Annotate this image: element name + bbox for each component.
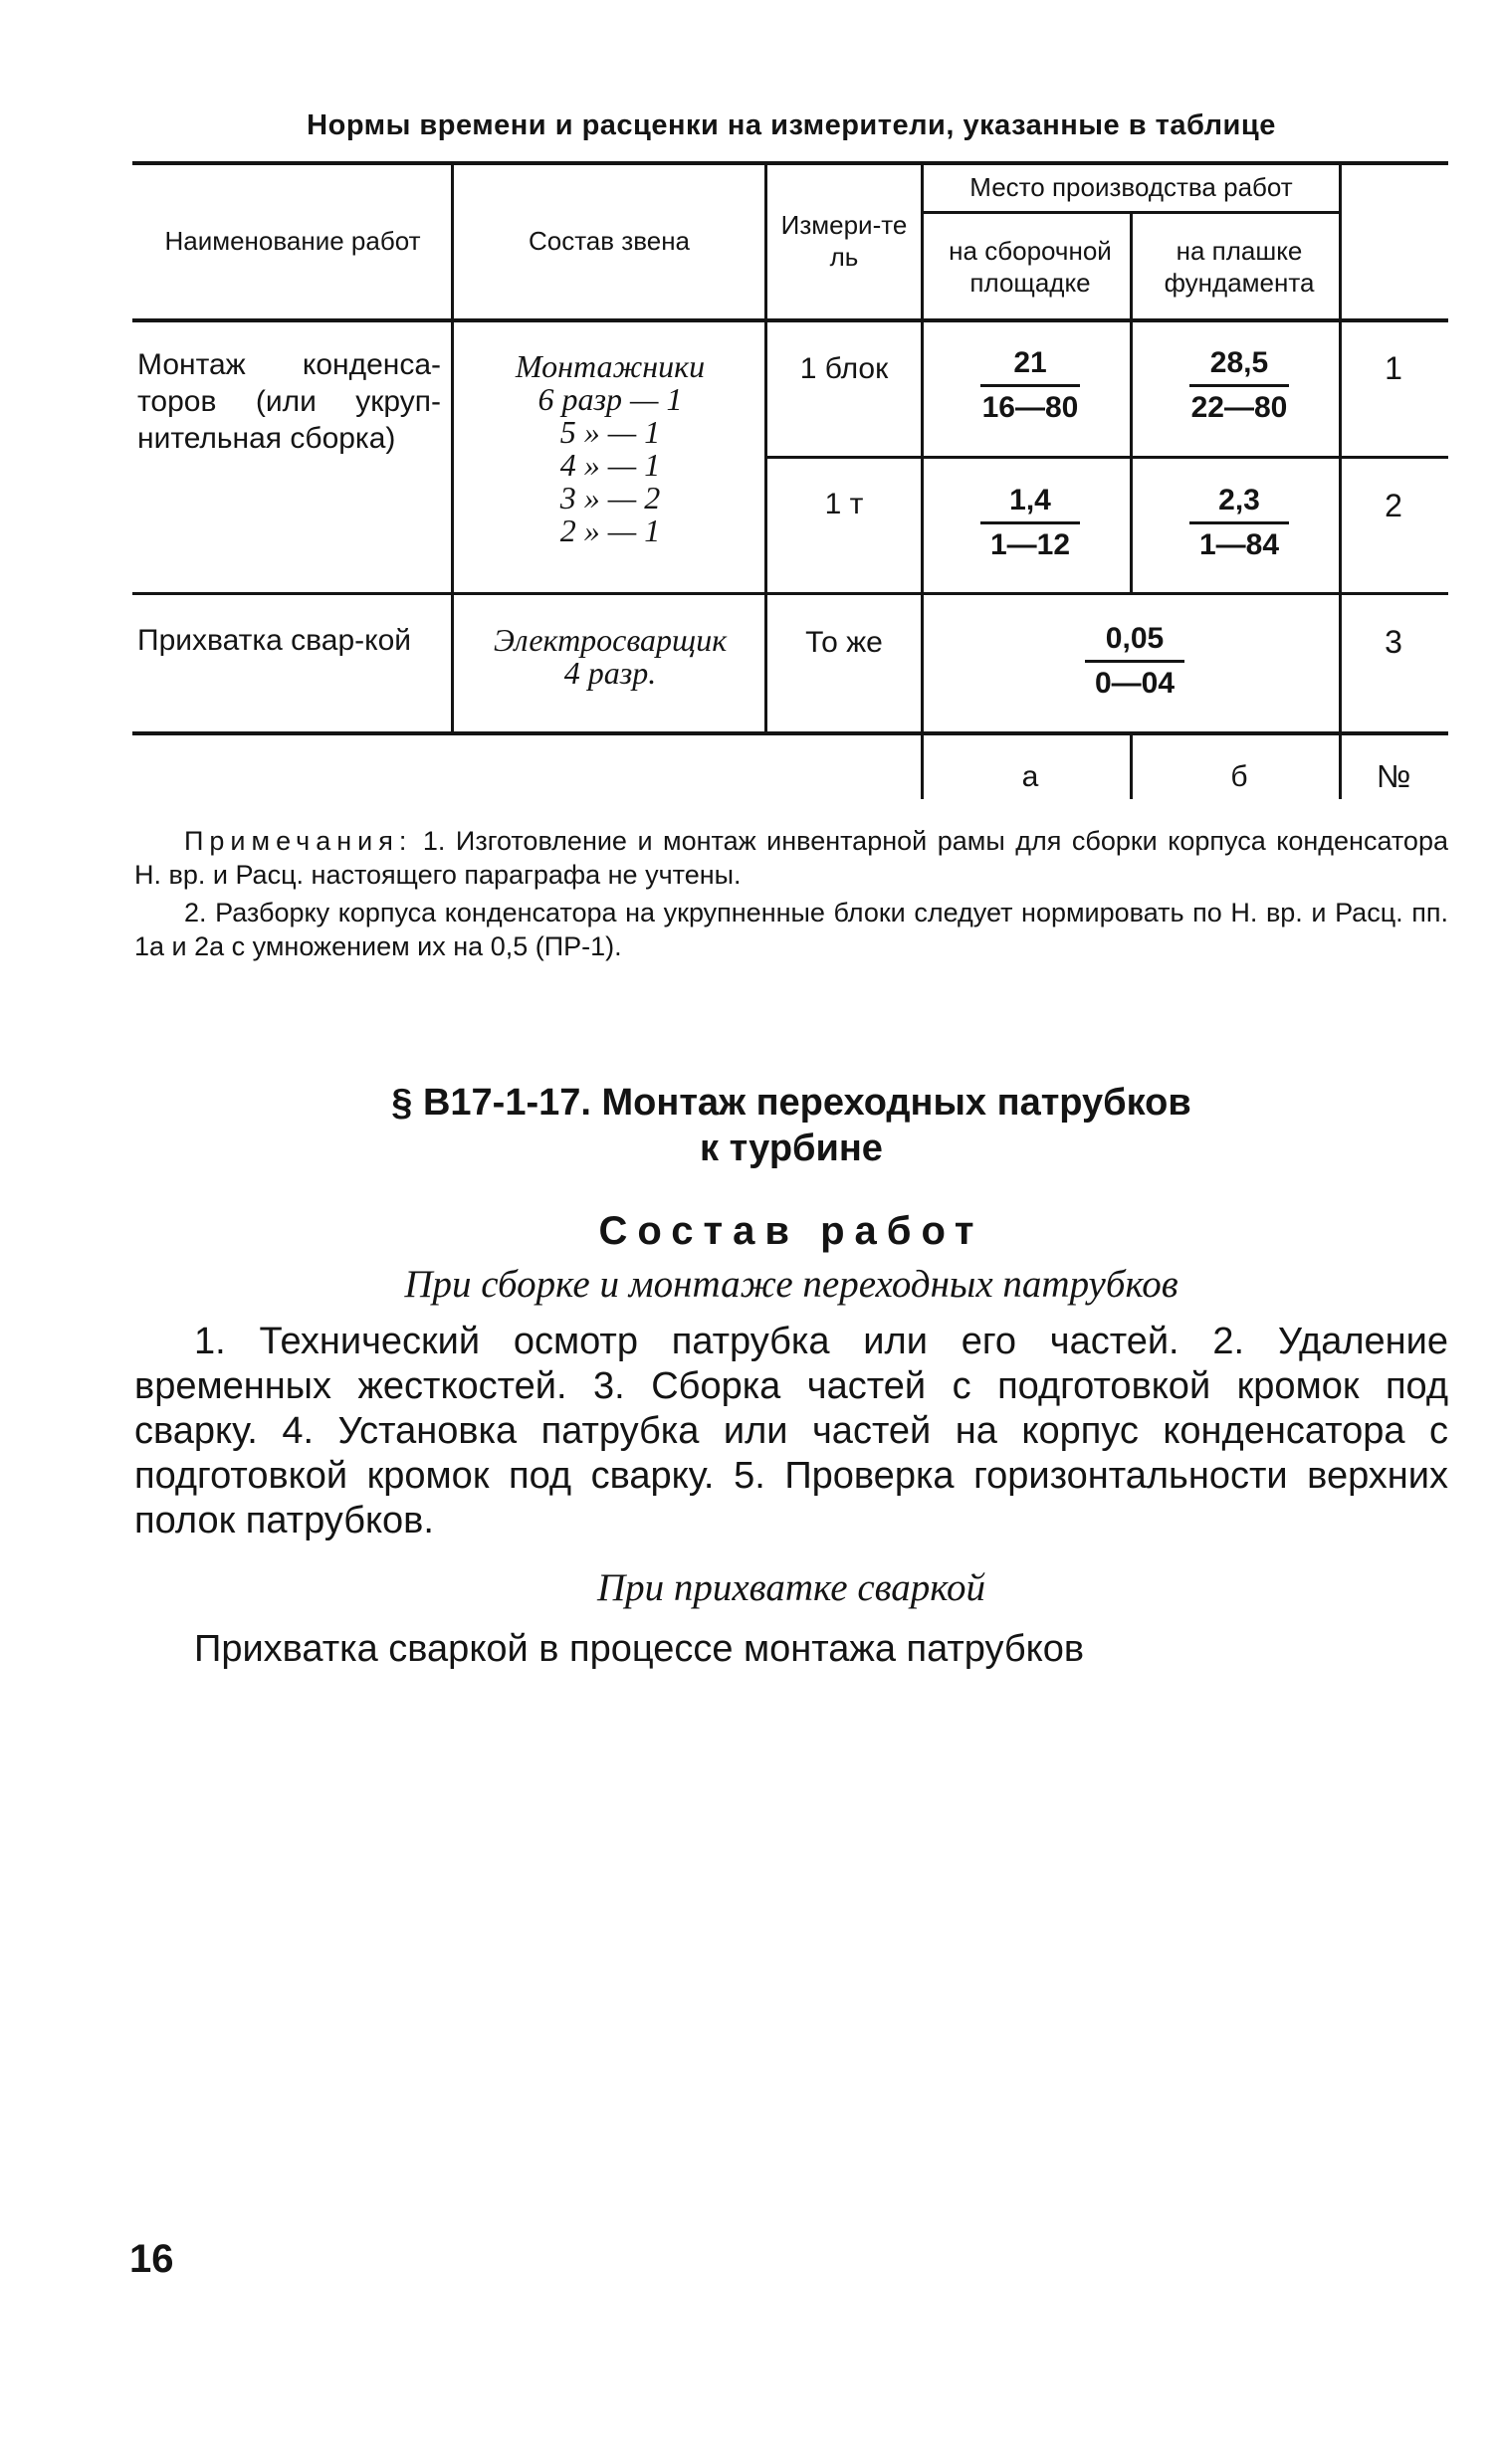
row1-crew-line: 6 разр — 1 xyxy=(537,381,683,417)
header-work-name: Наименование работ xyxy=(164,226,421,256)
row1-number: 1 xyxy=(1385,350,1402,386)
row3-ab-time: 0,05 xyxy=(1085,622,1184,663)
page-number: 16 xyxy=(129,2237,174,2281)
row2-unit: 1 т xyxy=(824,488,864,520)
header-place-b: на плашке фундамента xyxy=(1164,236,1315,298)
body-bottom-rule xyxy=(132,731,1448,735)
footer-col-a: а xyxy=(1021,760,1039,793)
row2-b-time: 2,3 xyxy=(1189,484,1289,524)
row3-unit: То же xyxy=(805,626,883,659)
row3-number: 3 xyxy=(1385,624,1402,660)
row1-crew-title: Монтажники xyxy=(515,348,706,384)
section-title xyxy=(134,1080,1448,1171)
table-caption: Нормы времени и расценки на измерители, указанные в таблице xyxy=(307,109,1276,141)
row1-value-a xyxy=(931,346,1130,425)
row1-b-time: 28,5 xyxy=(1189,346,1289,387)
subrow-rule xyxy=(766,456,1448,459)
section-title-line-1: § В17-1-17. Монтаж переходных патрубков xyxy=(391,1082,1191,1124)
header-crew: Состав звена xyxy=(528,226,691,256)
row1-crew-line: 5 » — 1 xyxy=(559,414,661,450)
row1-b-price: 22—80 xyxy=(1190,391,1288,424)
row1-crew-line: 3 » — 2 xyxy=(559,480,661,515)
header-bottom-rule xyxy=(132,318,1448,322)
row3-ab-price: 0—04 xyxy=(1094,667,1176,700)
row1-crew xyxy=(456,350,764,547)
composition-heading: Состав работ xyxy=(598,1209,984,1253)
note-1-text: 1. Изготовление и монтаж инвентарной рамы для сборки корпуса конденсатора Н. вр. и Расц. настоящего параграфа не учтены. xyxy=(134,826,1448,890)
header-place-group: Место производства работ xyxy=(969,172,1293,202)
table-top-rule xyxy=(132,161,1448,165)
note-2: 2. Разборку корпуса конденсатора на укрупненные блоки следует нормировать по Н. вр. и Расц. пп. 1а и 2а с умножением их на 0,5 (ПР-1). xyxy=(134,898,1448,961)
section-title-line-2: к турбине xyxy=(700,1128,883,1169)
col-rule-4-footer xyxy=(1130,734,1133,799)
row3-crew xyxy=(456,624,764,690)
row1-crew-line: 2 » — 1 xyxy=(559,513,661,548)
row1-a-time: 21 xyxy=(980,346,1080,387)
note-1 xyxy=(134,824,1448,892)
row1-work-name: Монтаж конденса-торов (или укруп-нительная сборка) xyxy=(137,348,441,455)
col-rule-3 xyxy=(921,162,924,799)
paragraph-tack-welding: Прихватка сваркой в процессе монтажа патрубков xyxy=(194,1628,1085,1670)
row2-number: 2 xyxy=(1385,488,1402,523)
subheading-assembly: При сборке и монтаже переходных патрубков xyxy=(404,1263,1178,1306)
row1-value-b xyxy=(1140,346,1339,425)
subheading-tack-welding: При прихватке сваркой xyxy=(596,1566,986,1609)
footer-col-b: б xyxy=(1230,760,1248,793)
row3-value-ab xyxy=(1035,622,1234,701)
row2-a-price: 1—12 xyxy=(989,528,1071,561)
row2-b-price: 1—84 xyxy=(1198,528,1280,561)
row1-crew-line: 4 » — 1 xyxy=(559,447,661,483)
col-rule-5 xyxy=(1339,162,1342,799)
col-rule-4 xyxy=(1130,212,1133,593)
header-place-a: на сборочной площадке xyxy=(949,236,1112,298)
row3-work-name: Прихватка свар-кой xyxy=(137,624,412,657)
notes-label: Примечания: xyxy=(184,826,413,856)
row1-a-price: 16—80 xyxy=(981,391,1079,424)
row1-bottom-rule xyxy=(132,592,1448,595)
footer-col-no: № xyxy=(1376,758,1411,794)
row2-a-time: 1,4 xyxy=(980,484,1080,524)
row3-crew-line: 4 разр. xyxy=(563,655,657,691)
row1-unit: 1 блок xyxy=(799,352,889,385)
row2-value-a xyxy=(931,484,1130,562)
row2-value-b xyxy=(1140,484,1339,562)
row3-crew-title: Электросварщик xyxy=(493,622,728,658)
header-unit: Измери-тель xyxy=(780,210,908,272)
paragraph-assembly: 1. Технический осмотр патрубка или его частей. 2. Удаление временных жесткостей. 3. Сборка частей с подготовкой кромок под сварку. 4. Установка патрубка или частей на корпус конденсатора с подготовкой кромок под сварку. 5. Проверка горизонтальности верхних полок патрубков. xyxy=(134,1321,1448,1541)
